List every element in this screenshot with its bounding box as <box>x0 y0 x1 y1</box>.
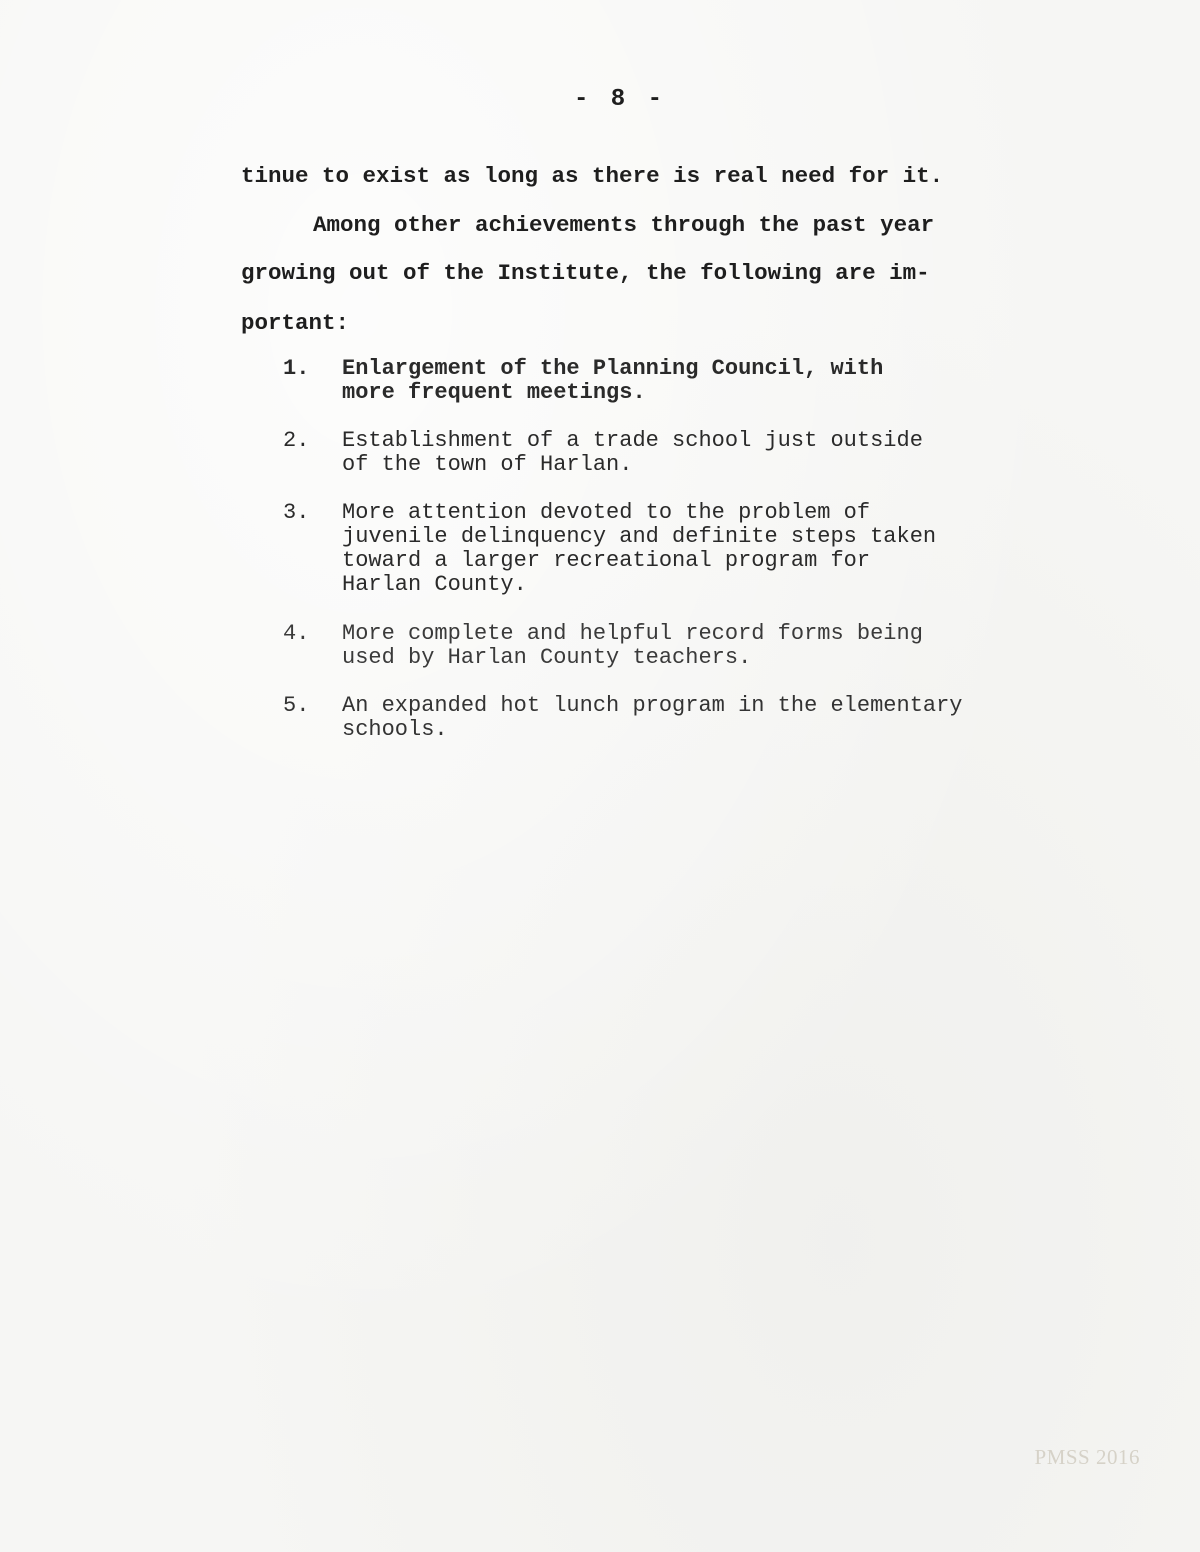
list-item-number: 4. <box>283 621 310 646</box>
list-item-text: More complete and helpful record forms being used by Harlan County teachers. <box>342 621 923 670</box>
paragraph-line: portant: <box>241 310 350 336</box>
list-item-number: 3. <box>283 500 310 525</box>
list-item-number: 2. <box>283 428 310 453</box>
paragraph-line: Among other achievements through the past year <box>313 212 935 238</box>
paragraph-line: growing out of the Institute, the following are im- <box>241 260 930 286</box>
list-item-number: 5. <box>283 693 310 718</box>
list-item-number: 1. <box>283 356 310 381</box>
archive-watermark: PMSS 2016 <box>1034 1445 1140 1469</box>
page-number: - 8 - <box>573 86 666 113</box>
paragraph-line: tinue to exist as long as there is real need for it. <box>241 163 944 189</box>
list-item-text: Establishment of a trade school just outside of the town of Harlan. <box>342 428 923 477</box>
list-item-text: An expanded hot lunch program in the elementary schools. <box>342 693 963 742</box>
list-item-text: More attention devoted to the problem of juvenile delinquency and definite steps taken toward a larger recreational program for Harlan County. <box>342 500 937 597</box>
list-item-text: Enlargement of the Planning Council, with more frequent meetings. <box>342 356 884 405</box>
